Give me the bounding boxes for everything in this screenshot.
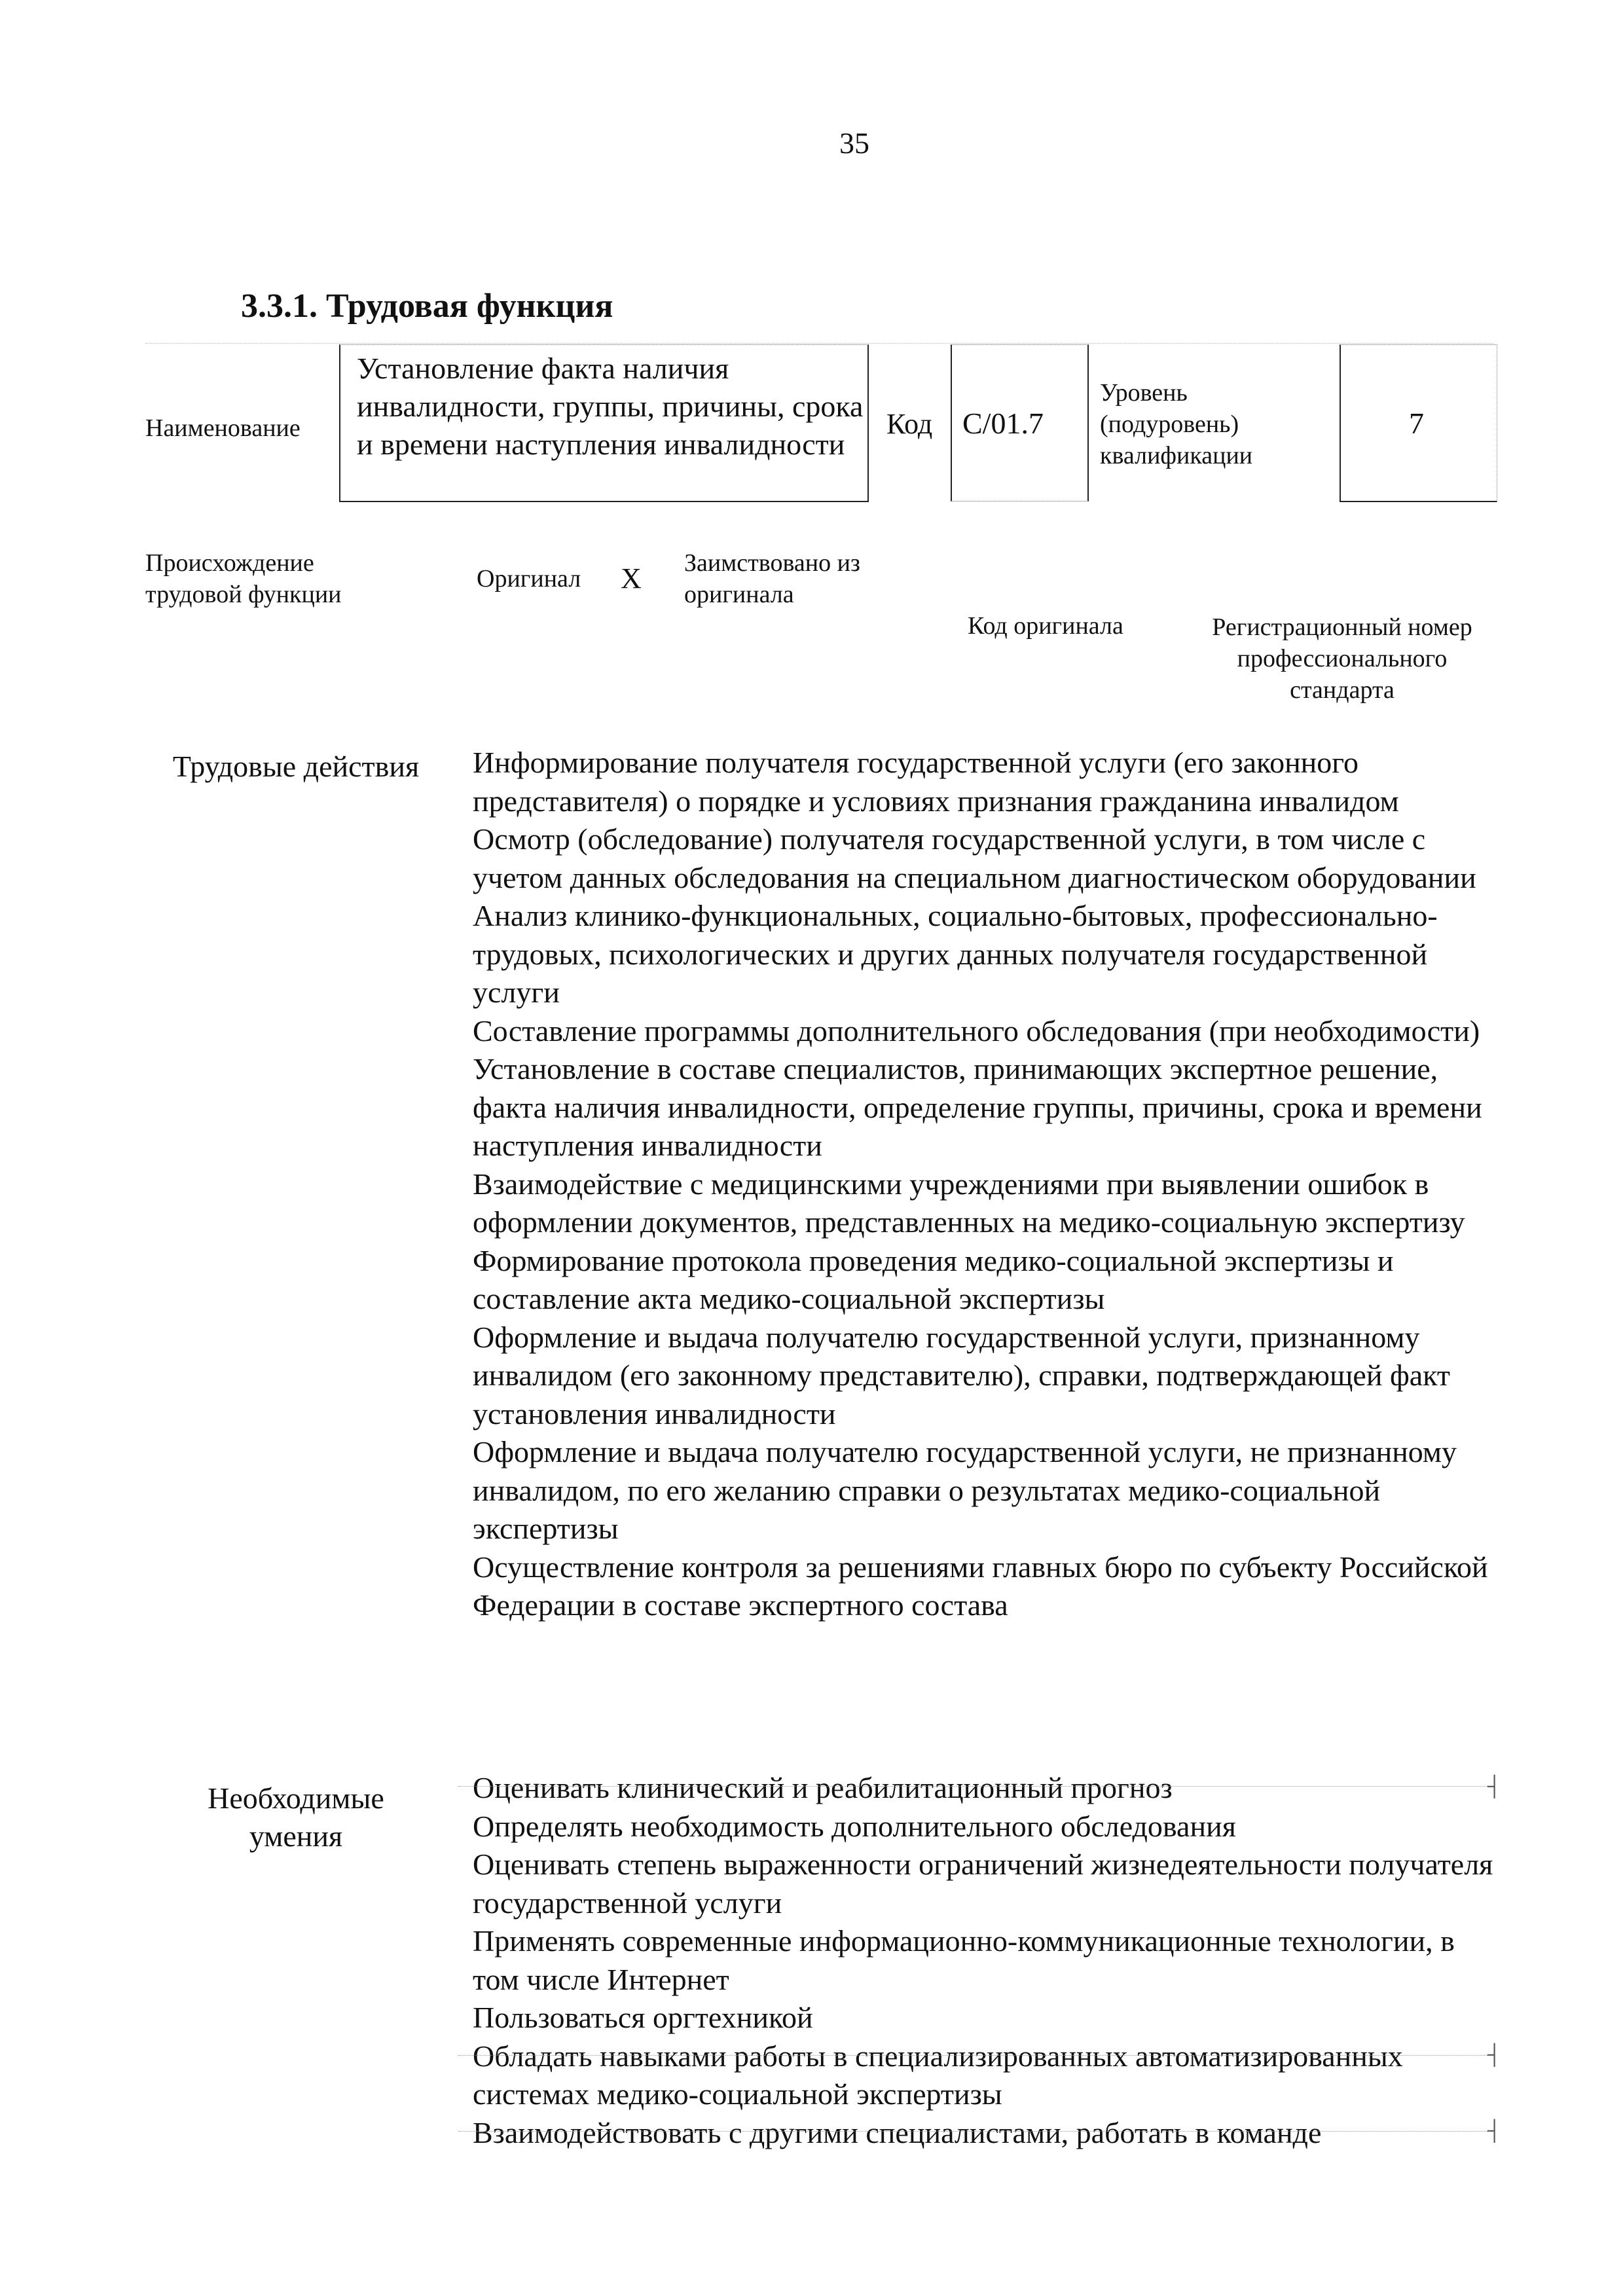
code-label: Код bbox=[886, 408, 933, 440]
labor-action-item: Анализ клинико-функциональных, социально-бытовых, профессионально-трудовых, психологических и других данных получателя государственной услуги bbox=[473, 899, 1438, 1009]
skill-item: Оценивать степень выраженности ограничений жизнедеятельности получателя государственной услуги bbox=[473, 1848, 1493, 1920]
required-skills-heading: Необходимые умения bbox=[208, 1781, 384, 1853]
labor-action-item: Информирование получателя государственной услуги (его законного представителя) о порядке и условиях признания гражданина инвалидом bbox=[473, 746, 1399, 818]
page-number: 35 bbox=[839, 126, 869, 160]
borrowed-label: Заимствовано из оригинала bbox=[684, 549, 860, 608]
labor-action-item: Осуществление контроля за решениями главных бюро по субъекту Российской Федерации в составе экспертного состава bbox=[473, 1550, 1488, 1622]
labor-actions-list bbox=[473, 744, 1507, 1625]
margin-tick: ┤ bbox=[1487, 2120, 1502, 2141]
margin-tick: ┤ bbox=[1487, 2044, 1502, 2066]
registration-number-label: Регистрационный номер профессионального стандарта bbox=[1212, 613, 1472, 704]
row-divider bbox=[458, 2055, 1493, 2056]
labor-action-item: Взаимодействие с медицинскими учреждениями при выявлении ошибок в оформлении документов, представленных на медико-социальную экспертизу bbox=[473, 1167, 1465, 1239]
skill-item: Оценивать клинический и реабилитационный прогноз bbox=[473, 1771, 1173, 1804]
required-skills-list bbox=[473, 1769, 1507, 2152]
skill-item: Применять современные информационно-коммуникационные технологии, в том числе Интернет bbox=[473, 1924, 1455, 1996]
skill-item: Пользоваться оргтехникой bbox=[473, 2001, 813, 2034]
labor-action-item: Установление в составе специалистов, принимающих экспертное решение, факта наличия инвалидности, определение группы, причины, срока и времени наступления инвалидности bbox=[473, 1052, 1482, 1162]
qualification-level-label: Уровень (подуровень) квалификации bbox=[1100, 379, 1253, 469]
function-name: Установление факта наличия инвалидности, группы, причины, срока и времени наступления инвалидности bbox=[357, 352, 864, 461]
header-top-rule bbox=[145, 343, 1494, 344]
original-label: Оригинал bbox=[477, 565, 581, 592]
section-title: 3.3.1. Трудовая функция bbox=[241, 287, 613, 325]
code-value: С/01.7 bbox=[962, 407, 1044, 440]
qualification-level-value: 7 bbox=[1409, 407, 1424, 440]
labor-action-item: Составление программы дополнительного обследования (при необходимости) bbox=[473, 1013, 1480, 1048]
labor-action-item: Оформление и выдача получателю государственной услуги, не признанному инвалидом, по его желанию справки о результатах медико-социальной экспертизы bbox=[473, 1435, 1457, 1545]
labor-action-item: Формирование протокола проведения медико-социальной экспертизы и составление акта медико-социальной экспертизы bbox=[473, 1243, 1394, 1315]
margin-tick: ┤ bbox=[1487, 1776, 1502, 1797]
labor-actions-heading: Трудовые действия bbox=[172, 750, 420, 783]
name-label: Наименование bbox=[145, 414, 301, 442]
labor-action-item: Осмотр (обследование) получателя государственной услуги, в том числе с учетом данных обследования на специальном диагностическом оборудовании bbox=[473, 822, 1476, 894]
row-divider bbox=[458, 1786, 1493, 1787]
skill-item: Взаимодействовать с другими специалистами, работать в команде bbox=[473, 2115, 1322, 2149]
original-mark: X bbox=[621, 562, 642, 594]
labor-action-item: Оформление и выдача получателю государственной услуги, признанному инвалидом (его законному представителю), справки, подтверждающей факт установления инвалидности bbox=[473, 1320, 1451, 1430]
original-code-label: Код оригинала bbox=[968, 612, 1123, 640]
skill-item: Обладать навыками работы в специализированных автоматизированных системах медико-социальной экспертизы bbox=[473, 2039, 1403, 2111]
origin-label: Происхождение трудовой функции bbox=[145, 549, 342, 608]
row-divider bbox=[458, 2131, 1493, 2132]
skill-item: Определять необходимость дополнительного обследования bbox=[473, 1809, 1236, 1843]
